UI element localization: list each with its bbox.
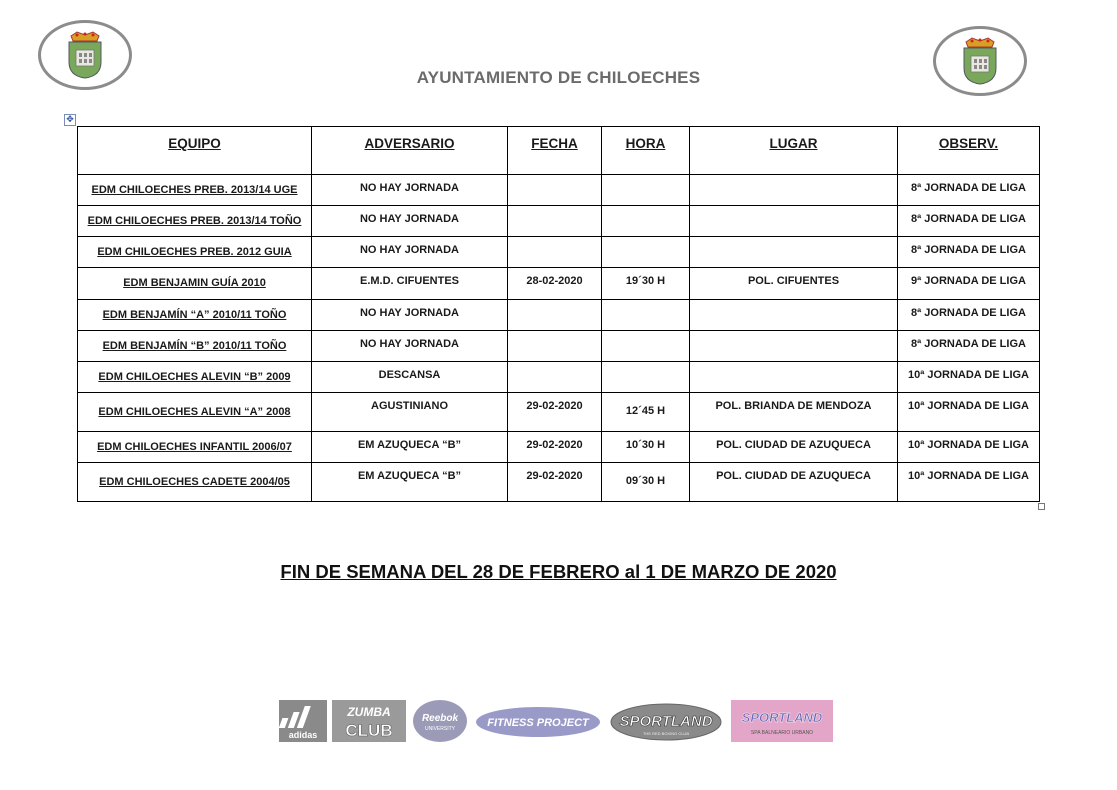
sportland-logo: [609, 700, 723, 742]
table-row: [78, 299, 1040, 330]
cell-lugar: [690, 175, 898, 206]
column-header-observ: OBSERV.: [898, 127, 1040, 175]
cell-fecha: [508, 299, 602, 330]
cell-adversario: EM AZUQUECA “B”: [312, 463, 508, 502]
cell-hora: [602, 330, 690, 361]
cell-observ: 8ª JORNADA DE LIGA: [898, 299, 1040, 330]
cell-adversario: AGUSTINIANO: [312, 392, 508, 431]
table-row: [78, 361, 1040, 392]
cell-hora: 19´30 H: [602, 268, 690, 299]
svg-text:SPA BALNEARIO URBANO: SPA BALNEARIO URBANO: [750, 730, 814, 736]
table-resize-handle[interactable]: [1038, 503, 1045, 510]
cell-hora: 09´30 H: [602, 463, 690, 502]
cell-observ: 8ª JORNADA DE LIGA: [898, 237, 1040, 268]
cell-lugar: [690, 299, 898, 330]
cell-equipo: EDM CHILOECHES ALEVIN “A” 2008: [78, 392, 312, 431]
cell-hora: [602, 361, 690, 392]
cell-equipo: EDM CHILOECHES PREB. 2012 GUIA: [78, 237, 312, 268]
cell-lugar: [690, 237, 898, 268]
cell-adversario: DESCANSA: [312, 361, 508, 392]
column-header-equipo: EQUIPO: [78, 127, 312, 175]
svg-text:CLUB: CLUB: [345, 721, 393, 740]
cell-equipo: EDM CHILOECHES CADETE 2004/05: [78, 463, 312, 502]
cell-fecha: 29-02-2020: [508, 463, 602, 502]
sportland-spa-logo: [731, 700, 833, 742]
cell-fecha: [508, 330, 602, 361]
fitness-project-logo: [474, 700, 602, 742]
adidas-logo: [279, 700, 327, 742]
cell-fecha: [508, 237, 602, 268]
svg-text:THE RED BOXING CLUB: THE RED BOXING CLUB: [642, 731, 690, 736]
cell-adversario: NO HAY JORNADA: [312, 175, 508, 206]
table-header-row: [78, 127, 1040, 175]
table-row: [78, 392, 1040, 431]
svg-text:adidas: adidas: [288, 730, 318, 740]
cell-observ: 10ª JORNADA DE LIGA: [898, 361, 1040, 392]
cell-lugar: POL. CIUDAD DE AZUQUECA: [690, 431, 898, 462]
table-row: [78, 463, 1040, 502]
cell-observ: 10ª JORNADA DE LIGA: [898, 463, 1040, 502]
svg-text:UNIVERSITY: UNIVERSITY: [424, 726, 456, 732]
table-move-handle-icon[interactable]: ✥: [64, 114, 76, 126]
cell-lugar: [690, 361, 898, 392]
svg-text:FITNESS PROJECT: FITNESS PROJECT: [487, 717, 589, 729]
table-row: [78, 237, 1040, 268]
cell-observ: 10ª JORNADA DE LIGA: [898, 431, 1040, 462]
table-row: [78, 268, 1040, 299]
cell-lugar: [690, 330, 898, 361]
cell-adversario: NO HAY JORNADA: [312, 299, 508, 330]
cell-equipo: EDM CHILOECHES PREB. 2013/14 TOÑO: [78, 206, 312, 237]
svg-text:SPORTLAND: SPORTLAND: [741, 710, 823, 725]
table-row: [78, 431, 1040, 462]
cell-equipo: EDM BENJAMÍN “A” 2010/11 TOÑO: [78, 299, 312, 330]
cell-adversario: NO HAY JORNADA: [312, 330, 508, 361]
cell-observ: 8ª JORNADA DE LIGA: [898, 206, 1040, 237]
page-title: AYUNTAMIENTO DE CHILOECHES: [416, 68, 701, 87]
cell-lugar: POL. BRIANDA DE MENDOZA: [690, 392, 898, 431]
svg-text:Reebok: Reebok: [421, 713, 459, 724]
cell-lugar: [690, 206, 898, 237]
cell-lugar: POL. CIUDAD DE AZUQUECA: [690, 463, 898, 502]
cell-lugar: POL. CIFUENTES: [690, 268, 898, 299]
cell-adversario: NO HAY JORNADA: [312, 237, 508, 268]
column-header-lugar: LUGAR: [690, 127, 898, 175]
cell-fecha: 29-02-2020: [508, 392, 602, 431]
cell-hora: [602, 299, 690, 330]
cell-fecha: [508, 206, 602, 237]
cell-observ: 10ª JORNADA DE LIGA: [898, 392, 1040, 431]
cell-hora: [602, 237, 690, 268]
table-row: [78, 175, 1040, 206]
cell-equipo: EDM CHILOECHES INFANTIL 2006/07: [78, 431, 312, 462]
column-header-adversario: ADVERSARIO: [312, 127, 508, 175]
cell-fecha: [508, 361, 602, 392]
cell-adversario: E.M.D. CIFUENTES: [312, 268, 508, 299]
cell-hora: [602, 175, 690, 206]
cell-equipo: EDM CHILOECHES PREB. 2013/14 UGE: [78, 175, 312, 206]
cell-fecha: [508, 175, 602, 206]
svg-text:ZUMBA: ZUMBA: [347, 705, 391, 719]
cell-hora: 10´30 H: [602, 431, 690, 462]
cell-equipo: EDM CHILOECHES ALEVIN “B” 2009: [78, 361, 312, 392]
cell-adversario: NO HAY JORNADA: [312, 206, 508, 237]
column-header-hora: HORA: [602, 127, 690, 175]
fixtures-table: [77, 126, 1040, 502]
cell-hora: 12´45 H: [602, 392, 690, 431]
cell-equipo: EDM BENJAMÍN “B” 2010/11 TOÑO: [78, 330, 312, 361]
reebok-university-logo: [413, 700, 467, 742]
svg-text:SPORTLAND: SPORTLAND: [619, 713, 713, 730]
column-header-fecha: FECHA: [508, 127, 602, 175]
table-row: [78, 206, 1040, 237]
cell-fecha: 28-02-2020: [508, 268, 602, 299]
table-row: [78, 330, 1040, 361]
cell-observ: 8ª JORNADA DE LIGA: [898, 175, 1040, 206]
cell-adversario: EM AZUQUECA “B”: [312, 431, 508, 462]
zumba-club-logo: [332, 700, 406, 742]
cell-hora: [602, 206, 690, 237]
cell-equipo: EDM BENJAMIN GUÍA 2010: [78, 268, 312, 299]
weekend-date-heading: FIN DE SEMANA DEL 28 DE FEBRERO al 1 DE MARZO DE 2020: [280, 561, 837, 582]
cell-observ: 8ª JORNADA DE LIGA: [898, 330, 1040, 361]
cell-observ: 9ª JORNADA DE LIGA: [898, 268, 1040, 299]
cell-fecha: 29-02-2020: [508, 431, 602, 462]
